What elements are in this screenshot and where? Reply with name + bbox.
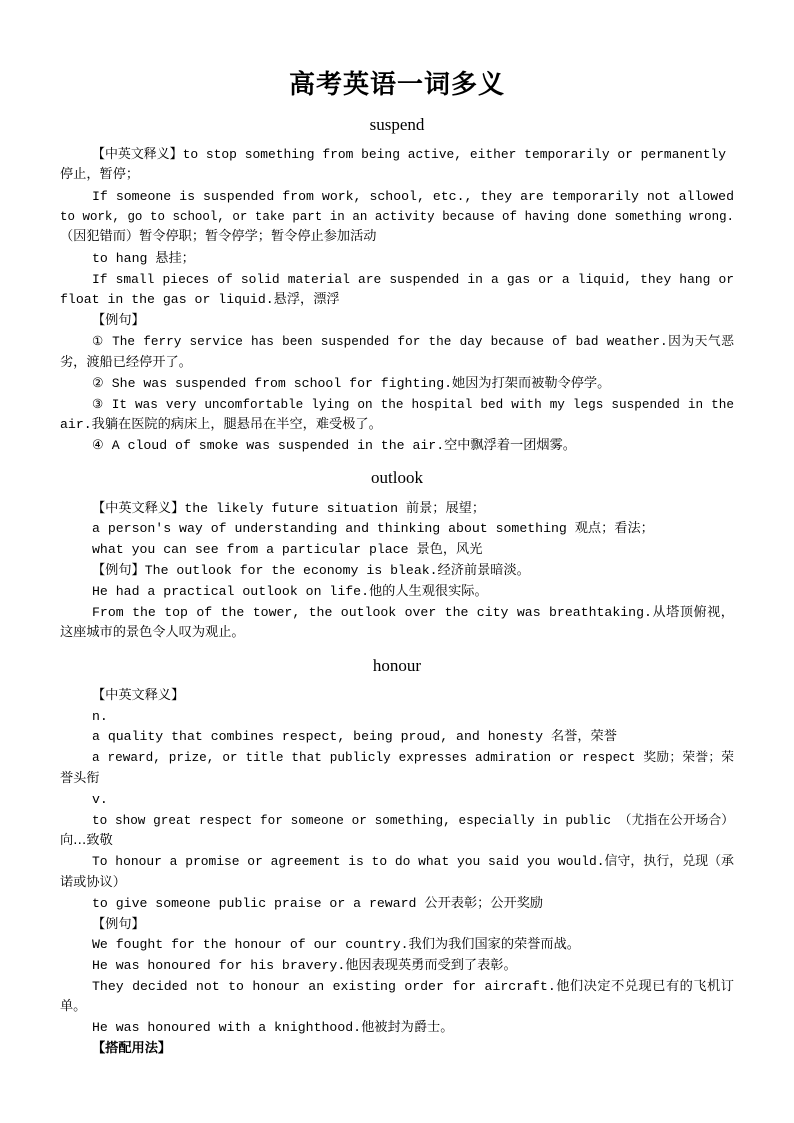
definition-tag: 【中英文释义】 — [92, 501, 185, 516]
example-tag: 【例句】 — [92, 563, 145, 578]
part-of-speech: n. — [92, 709, 108, 724]
definition-text: 诺或协议） — [60, 875, 126, 890]
definition-text: to give someone public praise or a reward 公开表彰；公开奖励 — [92, 896, 544, 911]
definition-text: If someone is suspended from work, school, etc., they are temporarily not allowed — [92, 189, 734, 204]
definition-text: to stop something from being active, either temporarily or permanently — [182, 147, 727, 162]
page-title: 高考英语一词多义 — [288, 70, 505, 100]
example-sentence: We fought for the honour of our country.我们为我们国家的荣誉而战。 — [92, 937, 580, 952]
example-sentence: He had a practical outlook on life.他的人生观很实际。 — [92, 584, 488, 599]
definition-tag: 【中英文释义】 — [92, 688, 185, 703]
example-sentence: The outlook for the economy is bleak.经济前景暗淡。 — [144, 563, 530, 578]
definition-text: 向…致敬 — [60, 833, 113, 848]
example-sentence: ① The ferry service has been suspended for the day because of bad weather.因为天气恶 — [92, 334, 734, 349]
example-sentence: He was honoured with a knighthood.他被封为爵士。 — [92, 1020, 454, 1035]
definition-text: 誉头衔 — [60, 771, 100, 786]
definition-text: 停止，暂停； — [60, 167, 140, 182]
heading-outlook: outlook — [371, 468, 423, 487]
definition-text: a person's way of understanding and thinking about something 观点；看法； — [92, 521, 654, 536]
example-sentence: He was honoured for his bravery.他因表现英勇而受到了表彰。 — [92, 958, 517, 973]
heading-honour: honour — [372, 656, 422, 675]
definition-tag: 【中英文释义】 — [92, 147, 183, 162]
example-sentence: 这座城市的景色令人叹为观止。 — [60, 625, 245, 640]
definition-text: float in the gas or liquid.悬浮，漂浮 — [60, 292, 340, 307]
definition-text: a quality that combines respect, being proud, and honesty 名誉，荣誉 — [92, 729, 617, 744]
outlook-definition-line — [92, 500, 485, 518]
definition-text: To honour a promise or agreement is to do what you said you would.信守，执行，兑现（承 — [92, 854, 734, 869]
example-tag: 【例句】 — [92, 917, 145, 932]
example-sentence: 劣，渡船已经停开了。 — [60, 355, 192, 370]
collocation-tag: 【搭配用法】 — [92, 1041, 172, 1056]
definition-text: the likely future situation 前景；展望； — [184, 501, 486, 516]
example-sentence: air.我躺在医院的病床上，腿悬吊在半空，难受极了。 — [60, 417, 382, 432]
definition-text: to show great respect for someone or something, especially in public （尤指在公开场合） — [92, 813, 734, 828]
example-sentence: They decided not to honour an existing order for aircraft.他们决定不兑现已有的飞机订 — [92, 979, 734, 994]
outlook-example-line — [92, 562, 530, 580]
definition-text: a reward, prize, or title that publicly expresses admiration or respect 奖励；荣誉；荣 — [92, 750, 734, 765]
suspend-definition-line — [92, 146, 726, 164]
example-sentence: 单。 — [60, 999, 87, 1014]
definition-text: to work, go to school, or take part in an activity because of having done something wrong. — [60, 210, 734, 224]
example-sentence: ③ It was very uncomfortable lying on the hospital bed with my legs suspended in the — [92, 397, 734, 412]
definition-text: （因犯错而）暂令停职；暂令停学；暂令停止参加活动 — [60, 229, 377, 244]
part-of-speech: v. — [92, 792, 108, 807]
example-sentence: ④ A cloud of smoke was suspended in the air.空中飘浮着一团烟雾。 — [92, 438, 576, 453]
definition-text: If small pieces of solid material are suspended in a gas or a liquid, they hang or — [92, 272, 734, 287]
example-sentence: ② She was suspended from school for fighting.她因为打架而被勒令停学。 — [92, 376, 611, 391]
heading-suspend: suspend — [369, 115, 425, 134]
definition-text: to hang 悬挂； — [92, 251, 195, 266]
example-tag: 【例句】 — [92, 313, 145, 328]
definition-text: what you can see from a particular place 景色，风光 — [92, 542, 483, 557]
example-sentence: From the top of the tower, the outlook over the city was breathtaking.从塔顶俯视， — [92, 605, 734, 620]
